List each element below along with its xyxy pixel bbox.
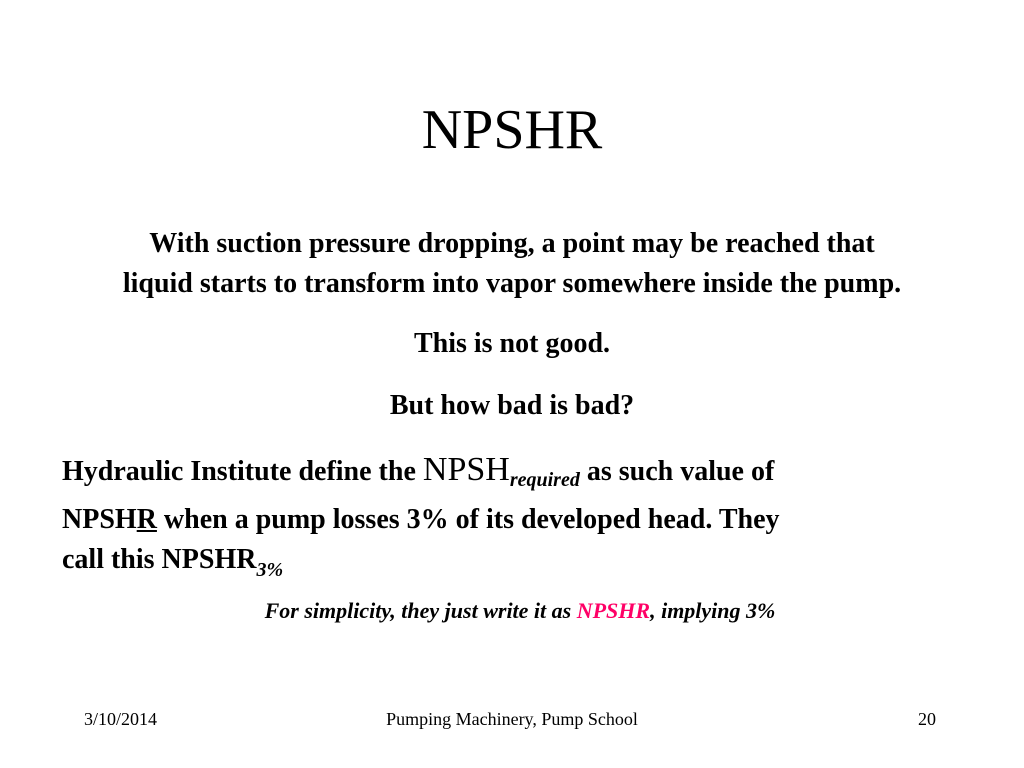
intro-paragraph bbox=[10, 224, 1014, 304]
hi-post-text: as such value of bbox=[579, 456, 775, 487]
footer-page-number: 20 bbox=[918, 709, 936, 729]
note-post: , implying 3% bbox=[650, 598, 776, 623]
question-how-bad: But how bad is bad? bbox=[389, 390, 635, 421]
footer-date: 3/10/2014 bbox=[84, 709, 158, 729]
hi-mid-text: when a pump losses 3% of its developed head. They bbox=[156, 504, 780, 535]
npsh-term-2: NPSH bbox=[62, 504, 137, 535]
footer-title: Pumping Machinery, Pump School bbox=[386, 709, 638, 729]
simplicity-note bbox=[0, 596, 1024, 626]
hi-line-3 bbox=[62, 540, 962, 590]
hi-line-1 bbox=[62, 450, 962, 500]
note-pre: For simplicity, they just write it as bbox=[264, 598, 577, 623]
hi-line-2 bbox=[62, 500, 962, 540]
r-underlined: R bbox=[136, 504, 157, 535]
required-subscript: required bbox=[509, 469, 580, 491]
note-accent-npshr: NPSHR bbox=[576, 598, 651, 623]
hi-pre-text: Hydraulic Institute define the bbox=[62, 456, 423, 487]
slide-title: NPSHR bbox=[421, 99, 603, 161]
three-percent-subscript: 3% bbox=[256, 559, 284, 581]
hi-call-text: call this NPSHR bbox=[62, 544, 257, 575]
statement-not-good: This is not good. bbox=[413, 328, 611, 359]
intro-line-2: liquid starts to transform into vapor somewhere inside the pump. bbox=[122, 268, 902, 299]
intro-line-1: With suction pressure dropping, a point may be reached that bbox=[149, 228, 875, 259]
hydraulic-institute-paragraph bbox=[62, 450, 962, 590]
npsh-term: NPSH bbox=[422, 451, 510, 488]
